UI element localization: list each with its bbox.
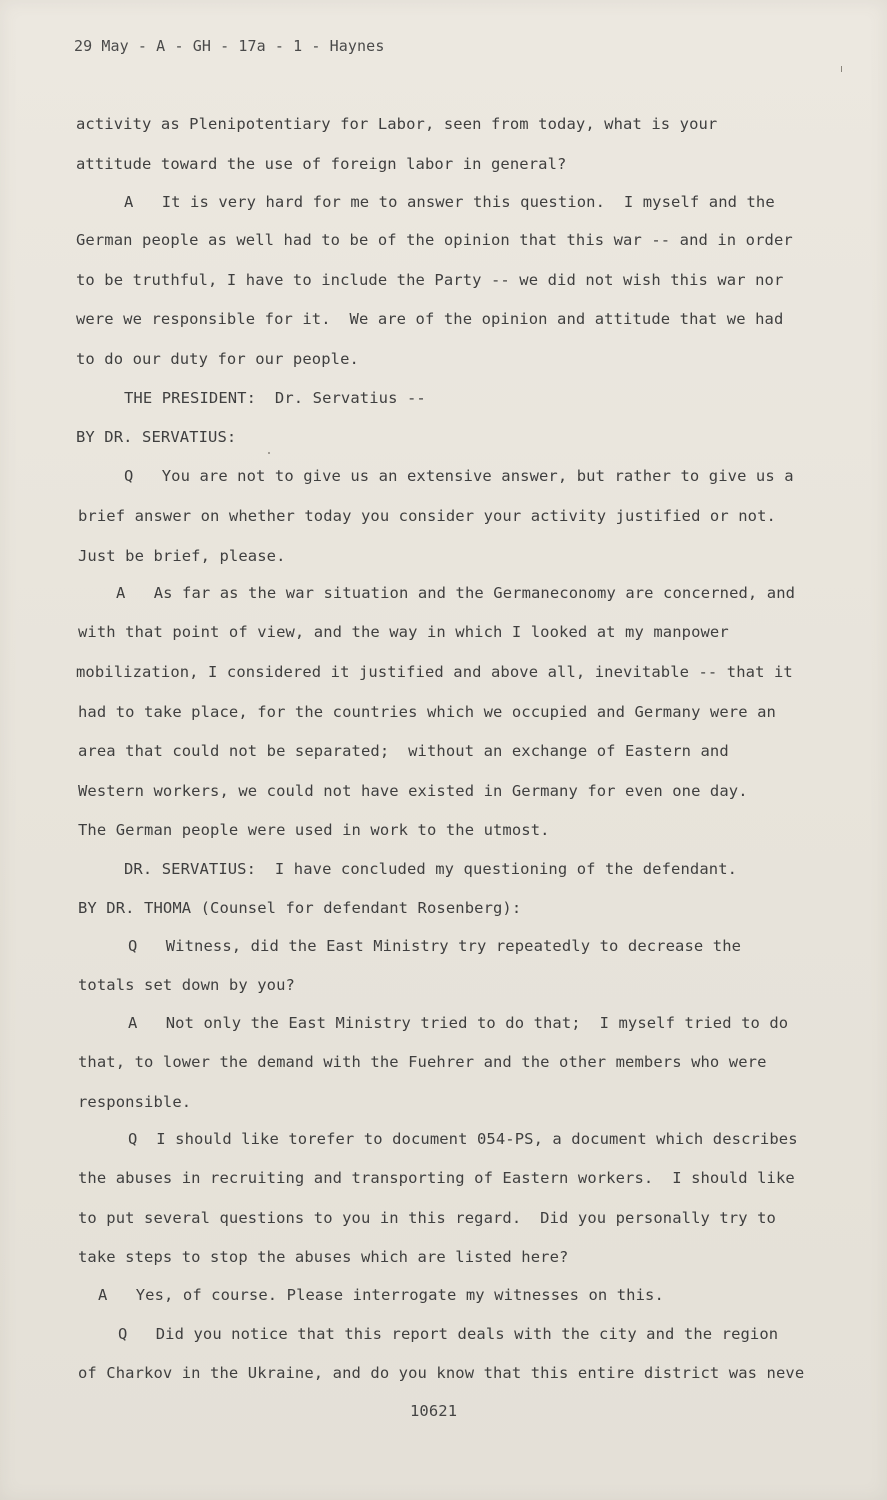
- text-line: Just be brief, please.: [78, 547, 286, 565]
- text-line: A It is very hard for me to answer this question. I myself and the: [124, 193, 775, 211]
- text-line: that, to lower the demand with the Fuehrer and the other members who were: [78, 1053, 767, 1071]
- text-line: of Charkov in the Ukraine, and do you know that this entire district was neve: [78, 1364, 805, 1382]
- text-line: totals set down by you?: [78, 976, 295, 994]
- text-line: A As far as the war situation and the Germaneconomy are concerned, and: [116, 584, 796, 602]
- text-line: Q Did you notice that this report deals with the city and the region: [118, 1325, 779, 1343]
- page-number: 10621: [410, 1402, 458, 1420]
- text-line: had to take place, for the countries which we occupied and Germany were an: [78, 703, 776, 721]
- text-line: A Yes, of course. Please interrogate my witnesses on this.: [98, 1286, 664, 1304]
- text-line: DR. SERVATIUS: I have concluded my questioning of the defendant.: [124, 860, 738, 878]
- text-line: attitude toward the use of foreign labor in general?: [76, 155, 567, 173]
- text-line: area that could not be separated; without an exchange of Eastern and: [78, 742, 729, 760]
- text-line: THE PRESIDENT: Dr. Servatius --: [124, 389, 426, 407]
- text-line: to be truthful, I have to include the Party -- we did not wish this war nor: [76, 271, 784, 289]
- text-line: with that point of view, and the way in which I looked at my manpower: [78, 623, 729, 641]
- text-line: activity as Plenipotentiary for Labor, seen from today, what is your: [76, 115, 718, 133]
- text-line: mobilization, I considered it justified and above all, inevitable -- that it: [76, 663, 793, 681]
- text-line: the abuses in recruiting and transporting of Eastern workers. I should like: [78, 1169, 795, 1187]
- text-line: to put several questions to you in this regard. Did you personally try to: [78, 1209, 776, 1227]
- text-line: take steps to stop the abuses which are listed here?: [78, 1248, 569, 1266]
- text-line: responsible.: [78, 1093, 192, 1111]
- text-line: brief answer on whether today you consider your activity justified or not.: [78, 507, 776, 525]
- text-line: Western workers, we could not have existed in Germany for even one day.: [78, 782, 748, 800]
- margin-mark: [841, 66, 842, 72]
- text-line: Q Witness, did the East Ministry try repeatedly to decrease the: [128, 937, 742, 955]
- text-line: Q You are not to give us an extensive answer, but rather to give us a: [124, 467, 794, 485]
- text-line: BY DR. SERVATIUS:: [76, 428, 237, 446]
- text-line: were we responsible for it. We are of the opinion and attitude that we had: [76, 310, 784, 328]
- text-line: BY DR. THOMA (Counsel for defendant Rosenberg):: [78, 899, 522, 917]
- ink-dot: [268, 452, 270, 454]
- text-line: A Not only the East Ministry tried to do that; I myself tried to do: [128, 1014, 789, 1032]
- text-line: Q I should like torefer to document 054-PS, a document which describes: [128, 1130, 798, 1148]
- text-line: to do our duty for our people.: [76, 350, 359, 368]
- text-line: German people as well had to be of the opinion that this war -- and in order: [76, 231, 793, 249]
- page-header: 29 May - A - GH - 17a - 1 - Haynes: [74, 37, 385, 55]
- text-line: The German people were used in work to the utmost.: [78, 821, 550, 839]
